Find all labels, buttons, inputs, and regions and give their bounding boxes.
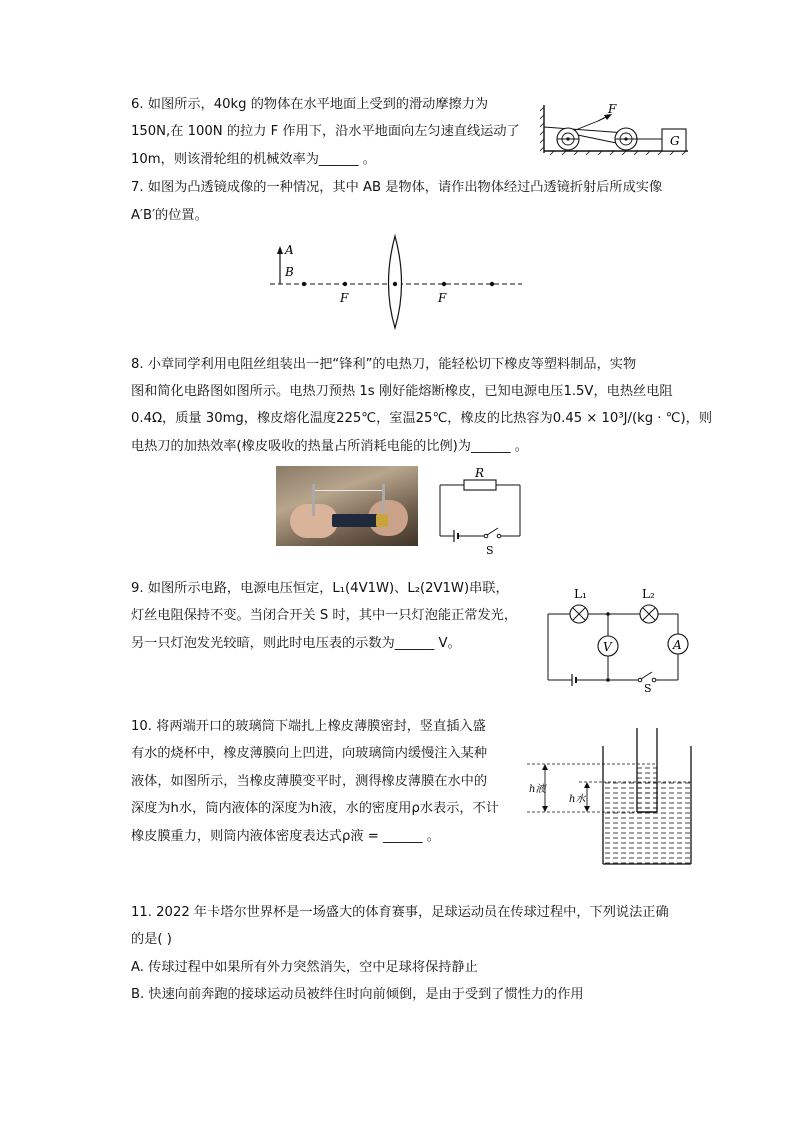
q11-option-b: B. 快速向前奔跑的接球运动员被绊住时向前倾倒，是由于受到了惯性力的作用 xyxy=(131,987,584,1002)
pulley-figure xyxy=(540,103,690,155)
q8-line-2: 图和简化电路图如图所示。电热刀预热 1s 刚好能熔断橡皮，已知电源电压1.5V，电热丝电阻 xyxy=(131,384,673,399)
lens-figure xyxy=(270,232,530,332)
q8-line-3: 0.4Ω，质量 30mg，橡皮熔化温度225℃，室温25℃，橡皮的比热容为0.45 × 10³J/(kg · ℃)，则 xyxy=(131,411,713,426)
hot-knife-photo xyxy=(276,466,418,546)
switch-label: S xyxy=(644,682,652,692)
lamp-l1-label: L₁ xyxy=(574,587,587,601)
q7-line-1: 7. 如图为凸透镜成像的一种情况，其中 AB 是物体，请作出物体经过凸透镜折射后所成实像 xyxy=(131,180,663,195)
lamp-circuit xyxy=(544,584,692,692)
h-water-label: h水 xyxy=(569,794,586,805)
q6-line-2: 150N,在 100N 的拉力 F 作用下，沿水平地面向左匀速直线运动了 xyxy=(131,124,520,139)
q10-line-1: 10. 将两端开口的玻璃筒下端扎上橡皮薄膜密封，竖直插入盛 xyxy=(131,719,486,734)
q11-line-1: 11. 2022 年卡塔尔世界杯是一场盛大的体育赛事，足球运动员在传球过程中，下列说法正确 xyxy=(131,905,669,920)
q10-line-3: 液体，如图所示，当橡皮薄膜变平时，测得橡皮薄膜在水中的 xyxy=(131,774,488,789)
lamp-l2-label: L₂ xyxy=(642,587,655,601)
point-2f-left xyxy=(302,282,306,286)
heater-circuit xyxy=(436,466,526,556)
object-base-label: B xyxy=(285,265,294,279)
h-liquid-label: h液 xyxy=(529,784,546,795)
q11-line-2: 的是( ) xyxy=(131,932,172,947)
voltmeter-label: V xyxy=(603,640,612,654)
focal-label-right: F xyxy=(438,291,447,305)
object-top-label: A xyxy=(285,243,294,257)
block-label: G xyxy=(670,134,680,148)
q9-line-3: 另一只灯泡发光较暗，则此时电压表的示数为______ V。 xyxy=(131,636,461,651)
q10-line-2: 有水的烧杯中，橡皮薄膜向上凹进，向玻璃筒内缓慢注入某种 xyxy=(131,746,488,761)
q8-line-1: 8. 小章同学利用电阻丝组装出一把“锋利”的电热刀，能轻松切下橡皮等塑料制品，实物 xyxy=(131,357,637,372)
q8-line-4: 电热刀的加热效率(橡皮吸收的热量占所消耗电能的比例)为______ 。 xyxy=(131,439,528,454)
beaker-figure xyxy=(525,726,695,868)
q10-line-4: 深度为h水，筒内液体的深度为h液，水的密度用ρ水表示，不计 xyxy=(131,801,499,816)
q7-line-2: A′B′的位置。 xyxy=(131,208,208,223)
q11-option-a: A. 传球过程中如果所有外力突然消失，空中足球将保持静止 xyxy=(131,960,478,975)
focal-label-left: F xyxy=(340,291,349,305)
ammeter-label: A xyxy=(673,638,682,652)
q9-line-1: 9. 如图所示电路，电源电压恒定，L₁(4V1W)、L₂(2V1W)串联， xyxy=(131,581,509,596)
q6-line-3: 10m，则该滑轮组的机械效率为______ 。 xyxy=(131,152,376,167)
q6-line-1: 6. 如图所示，40kg 的物体在水平地面上受到的滑动摩擦力为 xyxy=(131,97,489,112)
q10-line-5: 橡皮膜重力，则筒内液体密度表达式ρ液 = ______ 。 xyxy=(131,829,440,844)
point-2f-right xyxy=(490,282,494,286)
force-label: F xyxy=(608,103,617,116)
focal-point-left xyxy=(343,282,347,286)
switch-label: S xyxy=(486,544,494,556)
q9-line-2: 灯丝电阻保持不变。当闭合开关 S 时，其中一只灯泡能正常发光， xyxy=(131,608,518,623)
focal-point-right xyxy=(442,282,446,286)
resistor-label: R xyxy=(475,466,485,480)
